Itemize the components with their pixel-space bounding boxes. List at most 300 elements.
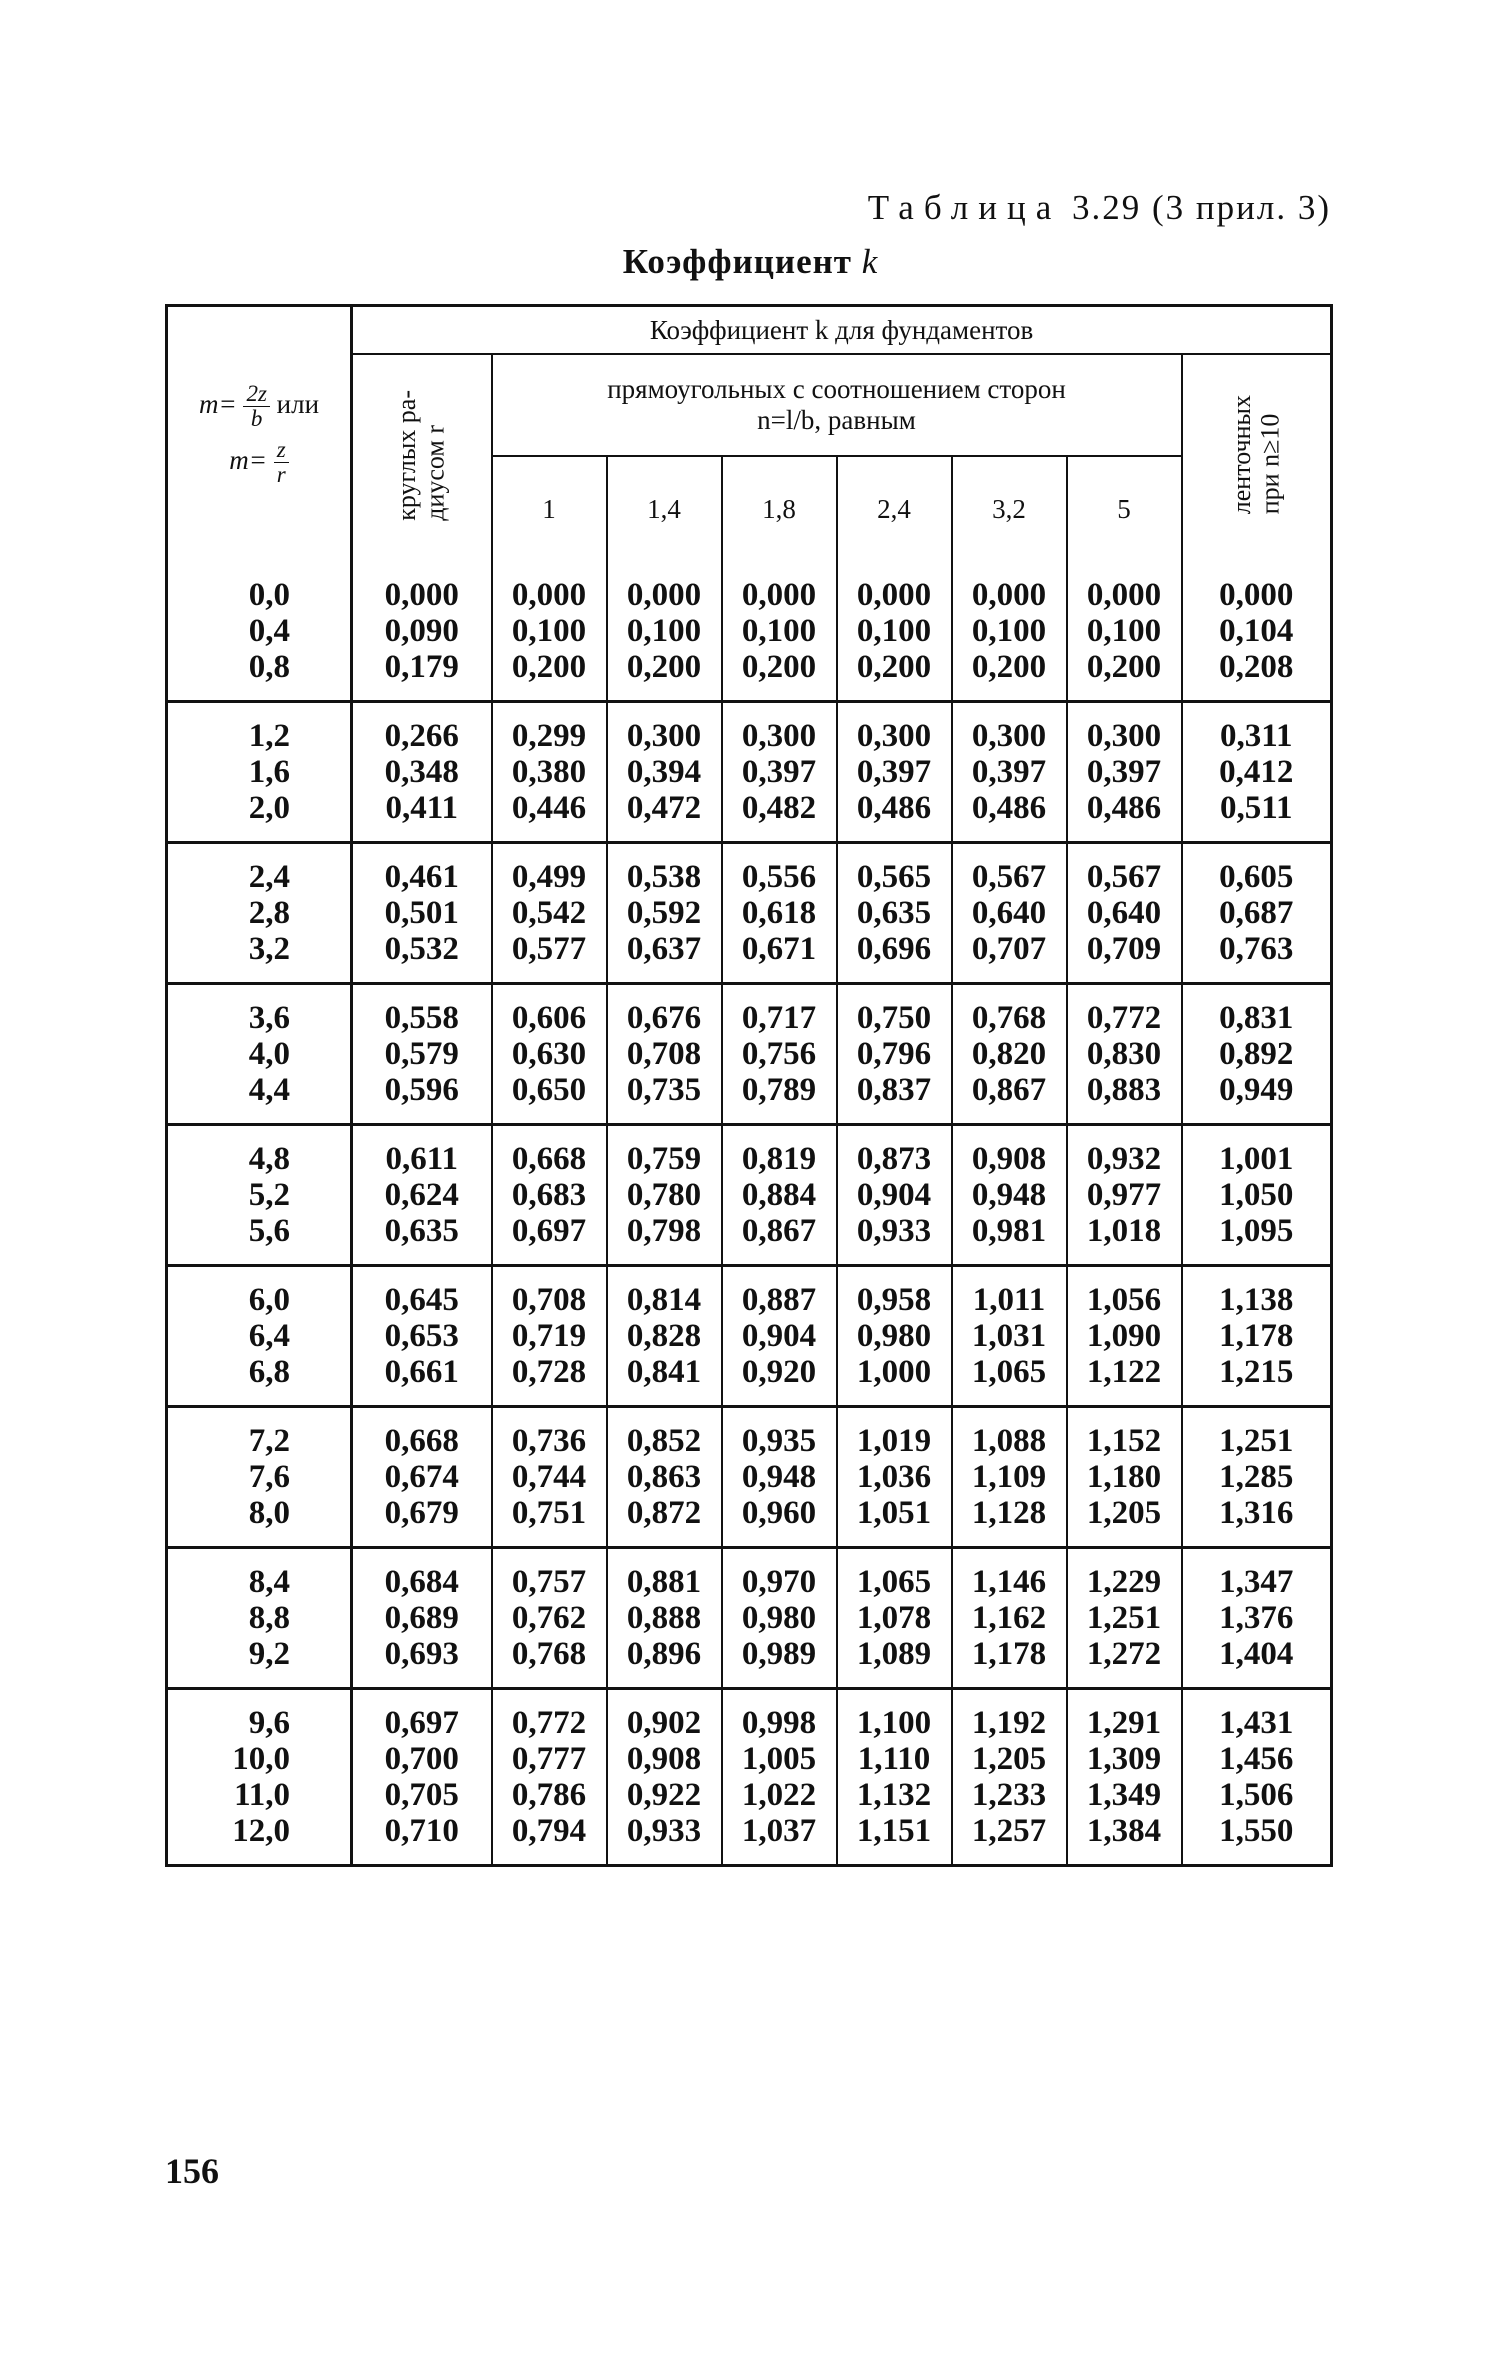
n2-4-value: 1,089 [856, 1636, 932, 1672]
n1-value: 0,606 [511, 1000, 587, 1036]
m-value: 11,0 [234, 1777, 290, 1813]
n2-4-value: 0,397 [856, 754, 932, 790]
n2-4-value: 0,486 [856, 790, 932, 826]
table-cell [352, 562, 492, 702]
n1-4-value: 0,852 [626, 1423, 702, 1459]
strip-value: 1,095 [1219, 1213, 1294, 1249]
m-value: 0,4 [248, 613, 290, 649]
n2-4-value: 0,100 [856, 613, 932, 649]
n5-value: 0,397 [1086, 754, 1162, 790]
n1-8-value: 0,920 [741, 1354, 817, 1390]
table-cell [722, 1689, 837, 1866]
n3-2-value: 0,867 [971, 1072, 1047, 1108]
n1-8-value: 0,989 [741, 1636, 817, 1672]
n2-4-value: 0,904 [856, 1177, 932, 1213]
n1-8-value: 0,867 [741, 1213, 817, 1249]
n1-4-value: 0,100 [626, 613, 702, 649]
m-definition-line-2: m= $\frac{z}{r}$ [168, 438, 350, 487]
strip-value: 0,000 [1219, 577, 1294, 613]
round-value: 0,653 [384, 1318, 459, 1354]
round-value: 0,705 [384, 1777, 459, 1813]
n5-value: 1,229 [1086, 1564, 1162, 1600]
n3-2-value: 1,088 [971, 1423, 1047, 1459]
header-col-2-4: 2,4 [837, 456, 952, 562]
m-value: 7,6 [248, 1459, 290, 1495]
n1-value: 0,577 [511, 931, 587, 967]
n1-4-value: 0,637 [626, 931, 702, 967]
round-value: 0,689 [384, 1600, 459, 1636]
strip-value: 0,412 [1219, 754, 1294, 790]
n1-8-value: 0,960 [741, 1495, 817, 1531]
table-cell [352, 843, 492, 984]
n1-8-value: 0,884 [741, 1177, 817, 1213]
n1-8-value: 1,022 [741, 1777, 817, 1813]
n2-4-value: 0,696 [856, 931, 932, 967]
table-cell [167, 1407, 352, 1548]
fraction-2z-b: $\frac{2z}{b}$ [243, 382, 269, 431]
n1-4-value: 0,828 [626, 1318, 702, 1354]
n5-value: 1,205 [1086, 1495, 1162, 1531]
n3-2-value: 0,397 [971, 754, 1047, 790]
n5-value: 0,883 [1086, 1072, 1162, 1108]
table-cell [607, 702, 722, 843]
n1-8-value: 0,904 [741, 1318, 817, 1354]
table-row [167, 1125, 1332, 1266]
table-cell [837, 702, 952, 843]
n5-value: 0,200 [1086, 649, 1162, 685]
n5-value: 1,152 [1086, 1423, 1162, 1459]
n1-8-value: 1,037 [741, 1813, 817, 1849]
table-cell [1182, 984, 1332, 1125]
n5-value: 1,291 [1086, 1705, 1162, 1741]
n1-value: 0,762 [511, 1600, 587, 1636]
round-value: 0,710 [384, 1813, 459, 1849]
n1-value: 0,772 [511, 1705, 587, 1741]
n5-value: 0,567 [1086, 859, 1162, 895]
table-cell [1182, 1689, 1332, 1866]
n2-4-value: 0,750 [856, 1000, 932, 1036]
n1-4-value: 0,896 [626, 1636, 702, 1672]
table-cell [607, 562, 722, 702]
table-cell [722, 562, 837, 702]
m-value: 10,0 [232, 1741, 290, 1777]
round-value: 0,532 [384, 931, 459, 967]
n3-2-value: 0,820 [971, 1036, 1047, 1072]
table-cell [1182, 1125, 1332, 1266]
table-cell [352, 1266, 492, 1407]
table-cell [167, 1125, 352, 1266]
n3-2-value: 0,640 [971, 895, 1047, 931]
n1-8-value: 0,970 [741, 1564, 817, 1600]
round-value: 0,674 [384, 1459, 459, 1495]
n5-value: 1,018 [1086, 1213, 1162, 1249]
n1-value: 0,757 [511, 1564, 587, 1600]
header-col-3-2: 3,2 [952, 456, 1067, 562]
n1-value: 0,777 [511, 1741, 587, 1777]
n3-2-value: 1,128 [971, 1495, 1047, 1531]
table-cell [607, 1689, 722, 1866]
n5-value: 1,251 [1086, 1600, 1162, 1636]
n1-8-value: 0,618 [741, 895, 817, 931]
table-cell [952, 1266, 1067, 1407]
n5-value: 1,180 [1086, 1459, 1162, 1495]
round-value: 0,624 [384, 1177, 459, 1213]
n2-4-value: 0,000 [856, 577, 932, 613]
n1-value: 0,668 [511, 1141, 587, 1177]
n1-4-value: 0,902 [626, 1705, 702, 1741]
fraction-z-r: $\frac{z}{r}$ [274, 438, 289, 487]
table-cell [492, 702, 607, 843]
n3-2-value: 0,981 [971, 1213, 1047, 1249]
table-title-text: Коэффициент [622, 242, 852, 281]
n1-value: 0,200 [511, 649, 587, 685]
n3-2-value: 0,000 [971, 577, 1047, 613]
m-value: 6,4 [248, 1318, 290, 1354]
table-caption-number: 3.29 (3 прил. 3) [1061, 188, 1331, 227]
n3-2-value: 1,178 [971, 1636, 1047, 1672]
m-value: 6,8 [248, 1354, 290, 1390]
n5-value: 1,122 [1086, 1354, 1162, 1390]
table-cell [607, 1125, 722, 1266]
n1-8-value: 0,300 [741, 718, 817, 754]
m-value: 1,6 [248, 754, 290, 790]
strip-value: 0,949 [1219, 1072, 1294, 1108]
strip-value: 0,687 [1219, 895, 1294, 931]
table-cell [722, 702, 837, 843]
m-value: 4,0 [248, 1036, 290, 1072]
header-strip [1182, 354, 1332, 562]
n3-2-value: 1,065 [971, 1354, 1047, 1390]
table-cell [352, 1125, 492, 1266]
table-cell [1067, 1407, 1182, 1548]
table-cell [1067, 1125, 1182, 1266]
n5-value: 0,100 [1086, 613, 1162, 649]
table-row [167, 702, 1332, 843]
table-cell [837, 1125, 952, 1266]
table-cell [952, 984, 1067, 1125]
round-value: 0,679 [384, 1495, 459, 1531]
header-main: Коэффициент k для фундаментов [352, 306, 1332, 355]
n5-value: 0,640 [1086, 895, 1162, 931]
strip-value: 0,511 [1220, 790, 1293, 826]
strip-value: 1,285 [1219, 1459, 1294, 1495]
n1-8-value: 0,100 [741, 613, 817, 649]
round-value: 0,596 [384, 1072, 459, 1108]
n1-value: 0,683 [511, 1177, 587, 1213]
n1-4-value: 0,735 [626, 1072, 702, 1108]
n1-8-value: 0,671 [741, 931, 817, 967]
table-cell [492, 1548, 607, 1689]
table-cell [167, 843, 352, 984]
n1-value: 0,650 [511, 1072, 587, 1108]
round-value: 0,645 [384, 1282, 459, 1318]
round-value: 0,693 [384, 1636, 459, 1672]
table-caption-word: Таблица [867, 188, 1062, 227]
n5-value: 1,384 [1086, 1813, 1162, 1849]
m-value: 3,2 [248, 931, 290, 967]
table-cell [607, 984, 722, 1125]
table-cell [492, 1266, 607, 1407]
n1-value: 0,736 [511, 1423, 587, 1459]
table-cell [837, 1689, 952, 1866]
n1-value: 0,751 [511, 1495, 587, 1531]
n1-4-value: 0,200 [626, 649, 702, 685]
table-cell [952, 1407, 1067, 1548]
table-cell [952, 1125, 1067, 1266]
strip-value: 1,251 [1219, 1423, 1294, 1459]
strip-value: 1,404 [1219, 1636, 1294, 1672]
n1-value: 0,697 [511, 1213, 587, 1249]
n5-value: 0,000 [1086, 577, 1162, 613]
n5-value: 1,272 [1086, 1636, 1162, 1672]
n1-value: 0,542 [511, 895, 587, 931]
table-cell [1182, 1266, 1332, 1407]
n1-4-value: 0,394 [626, 754, 702, 790]
m-value: 8,0 [248, 1495, 290, 1531]
n1-8-value: 0,200 [741, 649, 817, 685]
m-definition-line-1: m= $\frac{2z}{b}$ или [198, 381, 320, 432]
n5-value: 0,709 [1086, 931, 1162, 967]
n1-value: 0,719 [511, 1318, 587, 1354]
table-cell [722, 1407, 837, 1548]
strip-value: 0,104 [1219, 613, 1294, 649]
n1-4-value: 0,922 [626, 1777, 702, 1813]
n2-4-value: 1,000 [856, 1354, 932, 1390]
m-value: 4,8 [248, 1141, 290, 1177]
n1-4-value: 0,814 [626, 1282, 702, 1318]
n2-4-value: 1,151 [856, 1813, 932, 1849]
n1-value: 0,100 [511, 613, 587, 649]
n1-8-value: 0,980 [741, 1600, 817, 1636]
table-row [167, 984, 1332, 1125]
n1-8-value: 1,005 [741, 1741, 817, 1777]
n1-value: 0,786 [511, 1777, 587, 1813]
n1-8-value: 0,000 [741, 577, 817, 613]
header-col-1-4: 1,4 [607, 456, 722, 562]
m-value: 2,0 [248, 790, 290, 826]
n3-2-value: 1,162 [971, 1600, 1047, 1636]
table-cell [1067, 562, 1182, 702]
strip-value: 0,311 [1220, 718, 1293, 754]
n2-4-value: 0,837 [856, 1072, 932, 1108]
n2-4-value: 0,565 [856, 859, 932, 895]
n1-value: 0,630 [511, 1036, 587, 1072]
n2-4-value: 0,933 [856, 1213, 932, 1249]
strip-value: 1,347 [1219, 1564, 1294, 1600]
round-value: 0,000 [384, 577, 459, 613]
round-value: 0,348 [384, 754, 459, 790]
n1-4-value: 0,863 [626, 1459, 702, 1495]
round-value: 0,700 [384, 1741, 459, 1777]
m-value: 3,6 [248, 1000, 290, 1036]
table-cell [1067, 702, 1182, 843]
table-cell [952, 1689, 1067, 1866]
n3-2-value: 0,486 [971, 790, 1047, 826]
m-value: 4,4 [248, 1072, 290, 1108]
header-round-text: круглых ра- диусом r [392, 389, 450, 521]
table-cell [952, 1548, 1067, 1689]
round-value: 0,611 [385, 1141, 458, 1177]
table-cell [352, 1407, 492, 1548]
n2-4-value: 0,635 [856, 895, 932, 931]
table-cell [607, 1266, 722, 1407]
n3-2-value: 0,100 [971, 613, 1047, 649]
round-value: 0,090 [384, 613, 459, 649]
table-cell [607, 1548, 722, 1689]
n3-2-value: 1,257 [971, 1813, 1047, 1849]
table-cell [722, 984, 837, 1125]
n5-value: 0,486 [1086, 790, 1162, 826]
strip-value: 1,456 [1219, 1741, 1294, 1777]
round-value: 0,501 [384, 895, 459, 931]
n1-8-value: 0,948 [741, 1459, 817, 1495]
strip-value: 1,050 [1219, 1177, 1294, 1213]
strip-value: 1,431 [1219, 1705, 1294, 1741]
n1-8-value: 0,756 [741, 1036, 817, 1072]
n5-value: 0,830 [1086, 1036, 1162, 1072]
table-cell [352, 1548, 492, 1689]
table-cell [607, 843, 722, 984]
n5-value: 0,300 [1086, 718, 1162, 754]
n1-4-value: 0,676 [626, 1000, 702, 1036]
table-row [167, 1689, 1332, 1866]
strip-value: 0,763 [1219, 931, 1294, 967]
table-cell [492, 1407, 607, 1548]
m-value: 9,6 [248, 1705, 290, 1741]
table-cell [167, 1266, 352, 1407]
table-cell [1182, 562, 1332, 702]
table-cell [167, 1689, 352, 1866]
strip-value: 0,892 [1219, 1036, 1294, 1072]
n1-value: 0,000 [511, 577, 587, 613]
strip-value: 1,316 [1219, 1495, 1294, 1531]
table-row [167, 843, 1332, 984]
round-value: 0,697 [384, 1705, 459, 1741]
table-cell [1182, 702, 1332, 843]
n2-4-value: 0,796 [856, 1036, 932, 1072]
table-cell [837, 1266, 952, 1407]
table-cell [607, 1407, 722, 1548]
n3-2-value: 1,205 [971, 1741, 1047, 1777]
table-row [167, 562, 1332, 702]
n5-value: 0,977 [1086, 1177, 1162, 1213]
n1-value: 0,744 [511, 1459, 587, 1495]
n1-8-value: 0,789 [741, 1072, 817, 1108]
round-value: 0,411 [385, 790, 458, 826]
table-cell [492, 1689, 607, 1866]
table-title [0, 242, 1501, 282]
table-cell [952, 562, 1067, 702]
table-cell [952, 843, 1067, 984]
table-cell [167, 702, 352, 843]
table-cell [722, 1266, 837, 1407]
m-value: 0,8 [248, 649, 290, 685]
table-cell [352, 702, 492, 843]
m-value: 5,2 [248, 1177, 290, 1213]
round-value: 0,461 [384, 859, 459, 895]
m-value: 9,2 [248, 1636, 290, 1672]
n5-value: 0,932 [1086, 1141, 1162, 1177]
round-value: 0,668 [384, 1423, 459, 1459]
n1-4-value: 0,759 [626, 1141, 702, 1177]
n2-4-value: 1,100 [856, 1705, 932, 1741]
n1-4-value: 0,780 [626, 1177, 702, 1213]
strip-value: 1,506 [1219, 1777, 1294, 1813]
round-value: 0,179 [384, 649, 459, 685]
n3-2-value: 0,768 [971, 1000, 1047, 1036]
table-cell [492, 984, 607, 1125]
m-value: 0,0 [248, 577, 290, 613]
n5-value: 0,772 [1086, 1000, 1162, 1036]
header-col-5: 5 [1067, 456, 1182, 562]
table-cell [492, 562, 607, 702]
n2-4-value: 0,980 [856, 1318, 932, 1354]
n3-2-value: 0,707 [971, 931, 1047, 967]
n1-4-value: 0,708 [626, 1036, 702, 1072]
table-row [167, 1548, 1332, 1689]
m-value: 8,4 [248, 1564, 290, 1600]
n2-4-value: 0,958 [856, 1282, 932, 1318]
n3-2-value: 1,146 [971, 1564, 1047, 1600]
header-round [352, 354, 492, 562]
round-value: 0,684 [384, 1564, 459, 1600]
n2-4-value: 0,200 [856, 649, 932, 685]
strip-value: 1,215 [1219, 1354, 1294, 1390]
table-cell [352, 984, 492, 1125]
n2-4-value: 1,036 [856, 1459, 932, 1495]
n1-8-value: 0,935 [741, 1423, 817, 1459]
n1-4-value: 0,872 [626, 1495, 702, 1531]
n1-8-value: 0,556 [741, 859, 817, 895]
table-title-symbol: k [861, 242, 879, 281]
strip-value: 0,831 [1219, 1000, 1294, 1036]
n2-4-value: 0,873 [856, 1141, 932, 1177]
table-cell [1067, 984, 1182, 1125]
n3-2-value: 1,233 [971, 1777, 1047, 1813]
n1-value: 0,768 [511, 1636, 587, 1672]
n2-4-value: 1,019 [856, 1423, 932, 1459]
strip-value: 1,376 [1219, 1600, 1294, 1636]
n3-2-value: 0,200 [971, 649, 1047, 685]
table-cell [1182, 843, 1332, 984]
strip-value: 0,208 [1219, 649, 1294, 685]
n1-4-value: 0,592 [626, 895, 702, 931]
n1-4-value: 0,888 [626, 1600, 702, 1636]
coefficient-table [165, 304, 1333, 1867]
n2-4-value: 0,300 [856, 718, 932, 754]
n1-8-value: 0,998 [741, 1705, 817, 1741]
n2-4-value: 1,078 [856, 1600, 932, 1636]
round-value: 0,579 [384, 1036, 459, 1072]
n1-8-value: 0,482 [741, 790, 817, 826]
n1-8-value: 0,887 [741, 1282, 817, 1318]
strip-value: 1,550 [1219, 1813, 1294, 1849]
n1-8-value: 0,397 [741, 754, 817, 790]
n1-4-value: 0,841 [626, 1354, 702, 1390]
n1-value: 0,794 [511, 1813, 587, 1849]
header-col-1: 1 [492, 456, 607, 562]
strip-value: 1,001 [1219, 1141, 1294, 1177]
n1-4-value: 0,000 [626, 577, 702, 613]
m-value: 8,8 [248, 1600, 290, 1636]
table-cell [1067, 1266, 1182, 1407]
n1-4-value: 0,798 [626, 1213, 702, 1249]
table-cell [837, 1407, 952, 1548]
n1-4-value: 0,881 [626, 1564, 702, 1600]
n5-value: 1,349 [1086, 1777, 1162, 1813]
table-cell [167, 562, 352, 702]
n1-value: 0,708 [511, 1282, 587, 1318]
